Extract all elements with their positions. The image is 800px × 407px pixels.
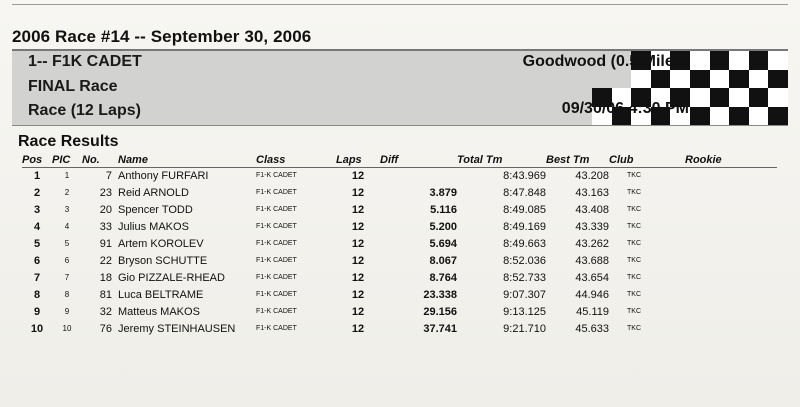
checker-square [690, 88, 710, 107]
col-rookie: Rookie [685, 154, 722, 166]
checker-square [612, 70, 632, 89]
checker-square [749, 70, 769, 89]
session-line: FINAL Race [28, 78, 118, 95]
checker-square [749, 51, 769, 70]
row-number: 91 [99, 237, 112, 250]
row-laps: 12 [351, 271, 365, 284]
row-number: 20 [99, 203, 112, 216]
row-club: TKC [627, 206, 641, 213]
row-total-time: 9:13.125 [503, 305, 546, 318]
row-rookie [685, 235, 745, 252]
checker-square [631, 70, 651, 89]
checker-square [710, 88, 730, 107]
row-rookie [685, 184, 745, 201]
checker-square [710, 70, 730, 89]
checker-square [768, 70, 788, 89]
top-rule [12, 4, 788, 5]
row-best-time: 43.688 [575, 254, 609, 267]
checker-square [710, 51, 730, 70]
row-number: 32 [99, 305, 112, 318]
results-table [22, 153, 745, 337]
class-line: 1-- F1K CADET [28, 53, 142, 70]
col-class: Class [256, 154, 286, 166]
checker-square [592, 70, 612, 89]
col-diff: Diff [380, 154, 399, 166]
row-name: Matteus MAKOS [118, 305, 200, 318]
row-laps: 12 [351, 237, 365, 250]
header-rule [22, 167, 777, 168]
row-pos: 3 [33, 203, 41, 216]
col-number: No. [82, 154, 100, 166]
row-pic: 7 [64, 273, 70, 282]
row-pic: 3 [64, 205, 70, 214]
row-pos: 10 [30, 322, 44, 335]
row-pos: 2 [33, 186, 41, 199]
row-diff: 5.116 [430, 203, 457, 216]
row-best-time: 43.654 [575, 271, 609, 284]
row-laps: 12 [351, 203, 365, 216]
row-laps: 12 [351, 220, 365, 233]
row-name: Julius MAKOS [118, 220, 189, 233]
row-best-time: 43.163 [575, 186, 609, 199]
row-class: F1-K CADET [256, 308, 297, 315]
checker-square [768, 107, 788, 126]
row-name: Reid ARNOLD [118, 186, 189, 199]
col-pic: PIC [52, 154, 71, 166]
row-diff: 23.338 [423, 288, 457, 301]
table-row [22, 235, 745, 252]
row-total-time: 8:43.969 [503, 169, 546, 182]
row-number: 22 [99, 254, 112, 267]
row-pos: 4 [33, 220, 41, 233]
row-pic: 2 [64, 188, 70, 197]
row-number: 7 [105, 169, 112, 182]
row-number: 23 [99, 186, 112, 199]
row-club: TKC [627, 172, 641, 179]
row-best-time: 43.208 [575, 169, 609, 182]
checker-square [729, 70, 749, 89]
row-name: Gio PIZZALE-RHEAD [118, 271, 225, 284]
row-rookie [685, 269, 745, 286]
row-number: 81 [99, 288, 112, 301]
checker-square [729, 88, 749, 107]
row-class: F1-K CADET [256, 257, 297, 264]
table-row [22, 184, 745, 201]
row-club: TKC [627, 189, 641, 196]
row-class: F1-K CADET [256, 223, 297, 230]
row-total-time: 8:49.085 [503, 203, 546, 216]
row-rookie [685, 286, 745, 303]
race-header-band [12, 49, 788, 126]
row-pic: 9 [64, 307, 70, 316]
row-pos: 6 [33, 254, 41, 267]
row-laps: 12 [351, 169, 365, 182]
table-row [22, 320, 745, 337]
row-total-time: 8:47.848 [503, 186, 546, 199]
col-pos: Pos [22, 154, 43, 166]
row-name: Bryson SCHUTTE [118, 254, 208, 267]
row-laps: 12 [351, 254, 365, 267]
checker-square [729, 51, 749, 70]
row-name: Anthony FURFARI [118, 169, 209, 182]
row-rookie [685, 218, 745, 235]
race-title: 2006 Race #14 -- September 30, 2006 [12, 27, 312, 46]
row-club: TKC [627, 291, 641, 298]
row-class: F1-K CADET [256, 291, 297, 298]
row-number: 76 [99, 322, 112, 335]
row-class: F1-K CADET [256, 274, 297, 281]
row-diff [380, 167, 457, 184]
row-class: F1-K CADET [256, 172, 297, 179]
row-total-time: 9:07.307 [503, 288, 546, 301]
row-pos: 1 [33, 169, 41, 182]
row-class: F1-K CADET [256, 240, 297, 247]
row-rookie [685, 201, 745, 218]
row-class: F1-K CADET [256, 189, 297, 196]
row-class: F1-K CADET [256, 206, 297, 213]
row-best-time: 44.946 [575, 288, 609, 301]
row-diff: 8.764 [429, 271, 457, 284]
table-row [22, 286, 745, 303]
col-laps: Laps [336, 154, 362, 166]
row-best-time: 45.633 [575, 322, 609, 335]
row-pic: 4 [64, 222, 70, 231]
row-pic: 1 [64, 171, 70, 180]
col-total-time: Total Tm [457, 154, 503, 166]
checker-square [749, 88, 769, 107]
row-best-time: 43.339 [575, 220, 609, 233]
table-header-row [22, 153, 745, 167]
row-name: Artem KOROLEV [118, 237, 204, 250]
table-row [22, 269, 745, 286]
row-total-time: 8:52.036 [503, 254, 546, 267]
row-diff: 3.879 [429, 186, 457, 199]
table-row [22, 218, 745, 235]
section-title: Race Results [18, 133, 119, 150]
row-pos: 9 [33, 305, 41, 318]
table-row [22, 303, 745, 320]
checker-square [729, 107, 749, 126]
row-laps: 12 [351, 288, 365, 301]
row-laps: 12 [351, 305, 365, 318]
row-club: TKC [627, 223, 641, 230]
row-pic: 8 [64, 290, 70, 299]
laps-line: Race (12 Laps) [28, 102, 141, 119]
table-row [22, 167, 745, 184]
row-name: Jeremy STEINHAUSEN [118, 322, 236, 335]
row-rookie [685, 320, 745, 337]
row-diff: 5.694 [429, 237, 457, 250]
row-total-time: 8:49.663 [503, 237, 546, 250]
row-club: TKC [627, 274, 641, 281]
track-name: Goodwood (0.5 Miles) [522, 53, 688, 70]
row-diff: 29.156 [423, 305, 457, 318]
row-pic: 5 [64, 239, 70, 248]
col-best-time: Best Tm [546, 154, 590, 166]
row-best-time: 45.119 [576, 305, 609, 318]
row-club: TKC [627, 308, 641, 315]
race-datetime: 09/30/06 4:30 PM [561, 100, 689, 117]
row-club: TKC [627, 325, 641, 332]
row-number: 33 [99, 220, 112, 233]
row-laps: 12 [351, 322, 365, 335]
row-pos: 8 [33, 288, 41, 301]
checker-square [768, 88, 788, 107]
row-pos: 5 [33, 237, 41, 250]
row-best-time: 43.262 [575, 237, 609, 250]
row-diff: 5.200 [429, 220, 457, 233]
row-total-time: 9:21.710 [503, 322, 546, 335]
row-rookie [685, 167, 745, 184]
checker-square [690, 70, 710, 89]
checker-square [710, 107, 730, 126]
row-number: 18 [99, 271, 112, 284]
row-laps: 12 [351, 186, 365, 199]
checker-square [690, 51, 710, 70]
row-best-time: 43.408 [575, 203, 609, 216]
col-club: Club [609, 154, 634, 166]
checker-square [749, 107, 769, 126]
row-pic: 6 [64, 256, 70, 265]
row-club: TKC [627, 257, 641, 264]
row-rookie [685, 252, 745, 269]
table-row [22, 252, 745, 269]
row-total-time: 8:52.733 [503, 271, 546, 284]
row-diff: 37.741 [423, 322, 457, 335]
row-club: TKC [627, 240, 641, 247]
checker-square [651, 70, 671, 89]
row-class: F1-K CADET [256, 325, 297, 332]
table-row [22, 201, 745, 218]
checker-square [768, 51, 788, 70]
row-pos: 7 [33, 271, 41, 284]
checker-square [670, 70, 690, 89]
row-total-time: 8:49.169 [503, 220, 546, 233]
row-name: Luca BELTRAME [118, 288, 204, 301]
checker-square [690, 107, 710, 126]
row-diff: 8.067 [429, 254, 457, 267]
row-pic: 10 [62, 324, 72, 333]
row-rookie [685, 303, 745, 320]
col-name: Name [118, 154, 148, 166]
row-name: Spencer TODD [118, 203, 193, 216]
